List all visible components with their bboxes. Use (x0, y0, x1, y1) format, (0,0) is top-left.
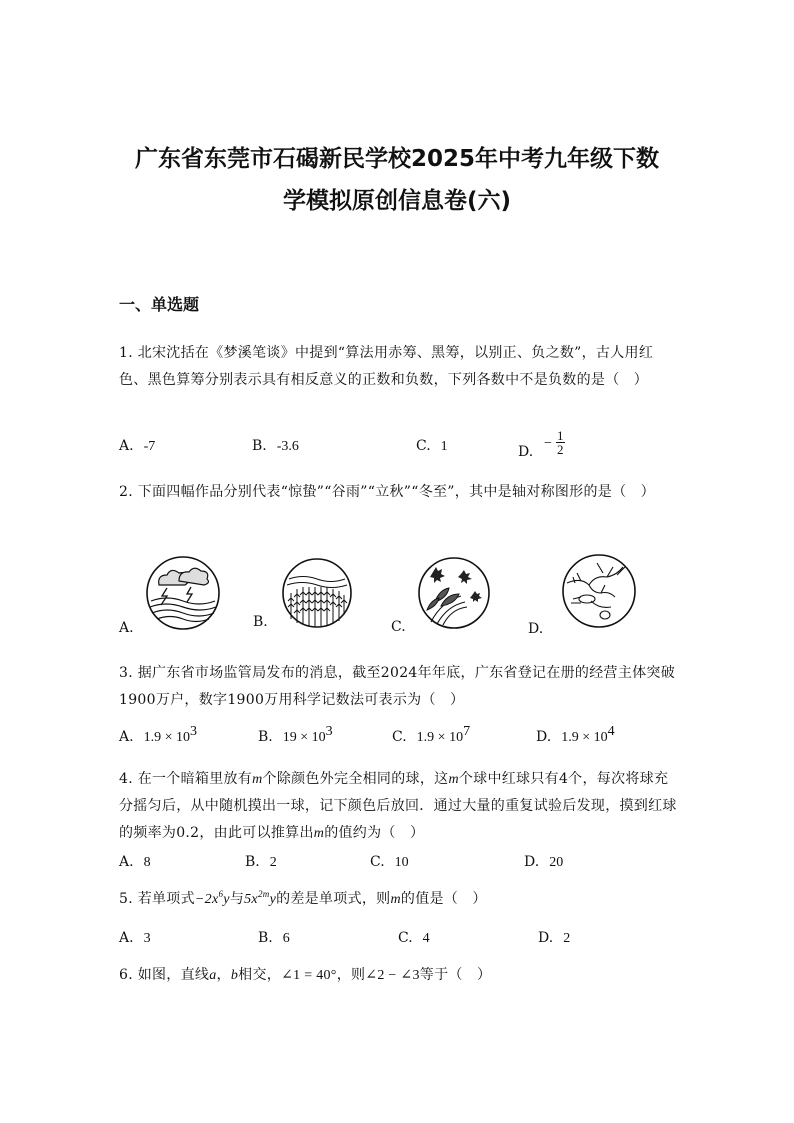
q4-option-a[interactable]: A. 8 (119, 854, 151, 870)
angle-difference-expression: ∠2 − ∠3 (365, 968, 420, 983)
q1-option-d[interactable]: D. (518, 444, 534, 460)
q3-option-b[interactable]: B. $19 \times 10^3$ (258, 724, 333, 745)
q1-option-b[interactable]: B. -3.6 (252, 438, 299, 454)
q3-option-c[interactable]: C. $1.9 \times 10^7$ (392, 724, 471, 745)
question-5-text: 5. 若单项式$-2x^6y$与$5x^{2m}y$的差是单项式，则m的值是（ ） (119, 889, 487, 907)
line-b-label: b (230, 968, 239, 983)
guyu-grain-figure[interactable] (281, 557, 353, 629)
q2-option-b[interactable]: B. (253, 614, 268, 630)
liqiu-leaves-figure[interactable] (417, 556, 491, 630)
jingzhe-thunder-figure[interactable] (145, 555, 221, 631)
q1-option-a[interactable]: A. -7 (119, 438, 156, 454)
q5-option-d[interactable]: D. 2 (538, 930, 571, 946)
fraction-denominator: 2 (557, 442, 564, 457)
page-title-line-1: 广东省东莞市石碣新民学校2025年中考九年级下数 (134, 146, 659, 172)
question-3-text: 3. 据广东省市场监管局发布的消息，截至2024年年底，广东省登记在册的经营主体突破1900万户，数字1900万用科学记数法可表示为（ ） (119, 665, 676, 708)
q1-d-fraction (556, 429, 565, 456)
question-6-text: 6. 如图，直线a，b相交，∠1 = 40°，则∠2 − ∠3等于（ ） (119, 967, 492, 983)
q4-option-b[interactable]: B. 2 (245, 854, 277, 870)
fraction-numerator: 1 (557, 428, 564, 443)
q5-option-c[interactable]: C. 4 (398, 930, 430, 946)
q1-option-c[interactable]: C. 1 (416, 438, 448, 454)
question-4-text: 4. 在一个暗箱里放有m个除颜色外完全相同的球，这m个球中红球只有4个，每次将球充分摇匀后，从中随机摸出一球，记下颜色后放回．通过大量的重复试验后发现，摸到红球的频率为0.2，由此可以推算出m的值约为（ ） (119, 771, 677, 841)
q2-option-a[interactable]: A. (119, 620, 134, 636)
dongzhi-branches-figure[interactable] (561, 553, 637, 629)
q5-option-a[interactable]: A. 3 (119, 930, 151, 946)
variable-m: m (448, 772, 459, 787)
section-heading: 一、单选题 (119, 295, 200, 314)
q3-option-a[interactable]: A. $1.9 \times 10^3$ (119, 724, 197, 745)
monomial-2: $5x^{2m}y$ (244, 889, 277, 907)
q4-option-d[interactable]: D. 20 (524, 854, 564, 870)
line-a-label: a (209, 968, 217, 983)
variable-m: m (313, 826, 325, 841)
q5-option-b[interactable]: B. 6 (258, 930, 290, 946)
question-2-text: 2. 下面四幅作品分别代表“惊蛰”“谷雨”“立秋”“冬至”，其中是轴对称图形的是（ ） (119, 484, 655, 500)
q2-option-c[interactable]: C. (391, 619, 406, 635)
q1-d-minus-sign: − (544, 436, 552, 451)
variable-m: m (252, 772, 263, 787)
q4-option-c[interactable]: C. 10 (370, 854, 409, 870)
monomial-1: $-2x^6y$ (194, 889, 230, 907)
variable-m: m (390, 892, 401, 907)
q2-option-d[interactable]: D. (528, 621, 544, 637)
page-title-line-2: 学模拟原创信息卷(六) (282, 188, 512, 214)
question-1-text: 1. 北宋沈括在《梦溪笔谈》中提到“算法用赤筹、黑筹，以别正、负之数”，古人用红色、黑色算筹分别表示具有相反意义的正数和负数，下列各数中不是负数的是（ ） (119, 345, 654, 388)
angle-1-expression: ∠1 = 40° (281, 968, 337, 983)
q3-option-d[interactable]: D. $1.9 \times 10^4$ (536, 724, 615, 745)
